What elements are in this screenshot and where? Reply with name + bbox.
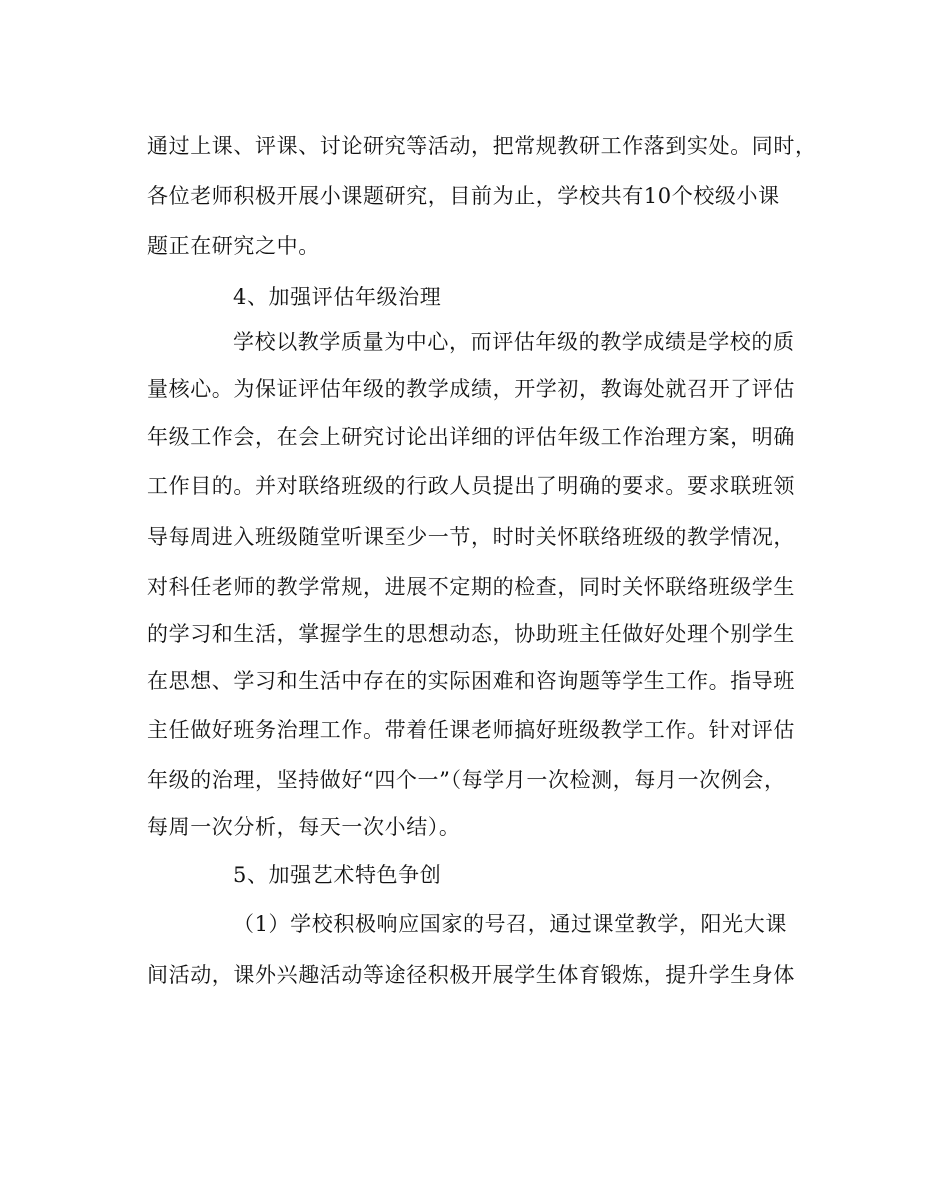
text-line: 每周一次分析，每天一次小结）。	[147, 815, 461, 839]
text-line: （1）学校积极响应国家的号召，通过课堂教学，阳光大课	[233, 912, 787, 936]
section-heading: 4、加强评估年级治理	[233, 285, 442, 309]
text-line: 导每周进入班级随堂听课至少一节，时时关怀联络班级的教学情况，	[147, 525, 795, 549]
text-line: 学校以教学质量为中心，而评估年级的教学成绩是学校的质	[233, 330, 795, 354]
text-line: 量核心。为保证评估年级的教学成绩，开学初，教诲处就召开了评估	[147, 377, 795, 401]
text-line: 间活动，课外兴趣活动等途径积极开展学生体育锻炼，提升学生身体	[147, 963, 795, 987]
text-line: 对科任老师的教学常规，进展不定期的检查，同时关怀联络班级学生	[147, 575, 795, 599]
section-heading: 5、加强艺术特色争创	[233, 863, 442, 887]
text-line: 年级工作会，在会上研究讨论出详细的评估年级工作治理方案，明确	[147, 425, 795, 449]
text-line: 年级的治理，坚持做好“四个一”（每学月一次检测，每月一次例会，	[147, 768, 786, 792]
text-line: 在思想、学习和生活中存在的实际困难和咨询题等学生工作。指导班	[147, 669, 795, 693]
text-line: 的学习和生活，掌握学生的思想动态，协助班主任做好处理个别学生	[147, 622, 795, 646]
text-line: 题正在研究之中。	[147, 234, 320, 258]
text-line: 各位老师积极开展小课题研究，目前为止，学校共有10个校级小课	[147, 184, 780, 208]
text-line: 主任做好班务治理工作。带着任课老师搞好班级教学工作。针对评估	[147, 718, 795, 742]
text-line: 工作目的。并对联络班级的行政人员提出了明确的要求。要求联班领	[147, 474, 795, 498]
text-line: 通过上课、评课、讨论研究等活动，把常规教研工作落到实处。同时，	[147, 134, 817, 158]
